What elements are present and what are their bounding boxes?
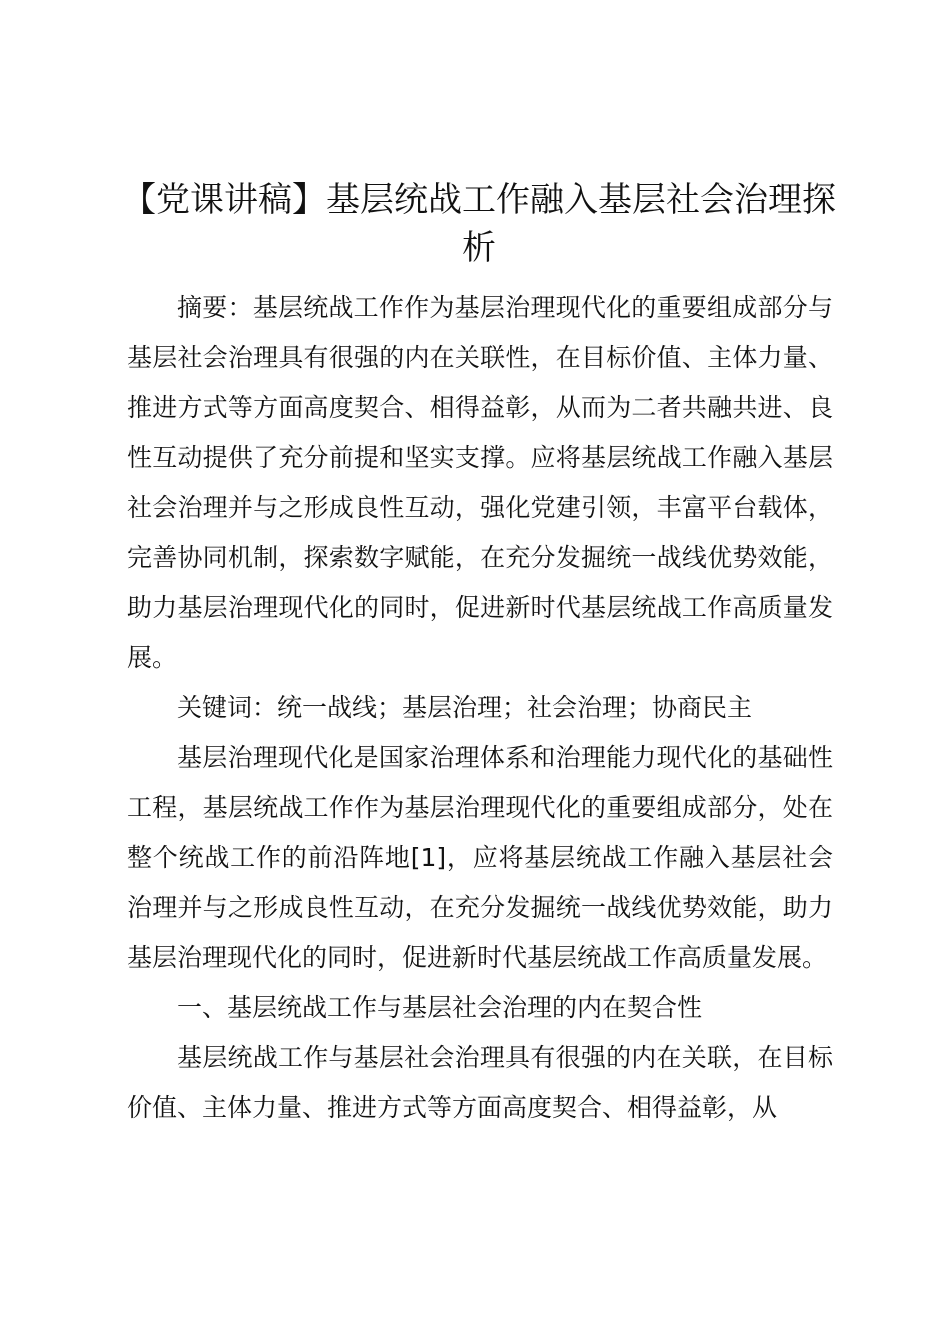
abstract-paragraph: 摘要：基层统战工作作为基层治理现代化的重要组成部分与基层社会治理具有很强的内在关联性，在目标价值、主体力量、推进方式等方面高度契合、相得益彰，从而为二者共融共进、良性互动提供了充分前提和坚实支撑。应将基层统战工作融入基层社会治理并与之形成良性互动，强化党建引领，丰富平台载体，完善协同机制，探索数字赋能，在充分发掘统一战线优势效能，助力基层治理现代化的同时，促进新时代基层统战工作高质量发展。 [127, 293, 833, 672]
document-body [127, 283, 833, 1133]
keywords-paragraph: 关键词：统一战线；基层治理；社会治理；协商民主 [177, 693, 753, 722]
section-heading: 一、基层统战工作与基层社会治理的内在契合性 [177, 993, 703, 1022]
document-title: 【党课讲稿】基层统战工作融入基层社会治理探析 [122, 180, 836, 268]
section-paragraph: 基层统战工作与基层社会治理具有很强的内在关联，在目标价值、主体力量、推进方式等方面高度契合、相得益彰，从 [127, 1043, 833, 1122]
intro-paragraph: 基层治理现代化是国家治理体系和治理能力现代化的基础性工程，基层统战工作作为基层治理现代化的重要组成部分，处在整个统战工作的前沿阵地[1]，应将基层统战工作融入基层社会治理并与之形成良性互动，在充分发掘统一战线优势效能，助力基层治理现代化的同时，促进新时代基层统战工作高质量发展。 [127, 743, 833, 972]
